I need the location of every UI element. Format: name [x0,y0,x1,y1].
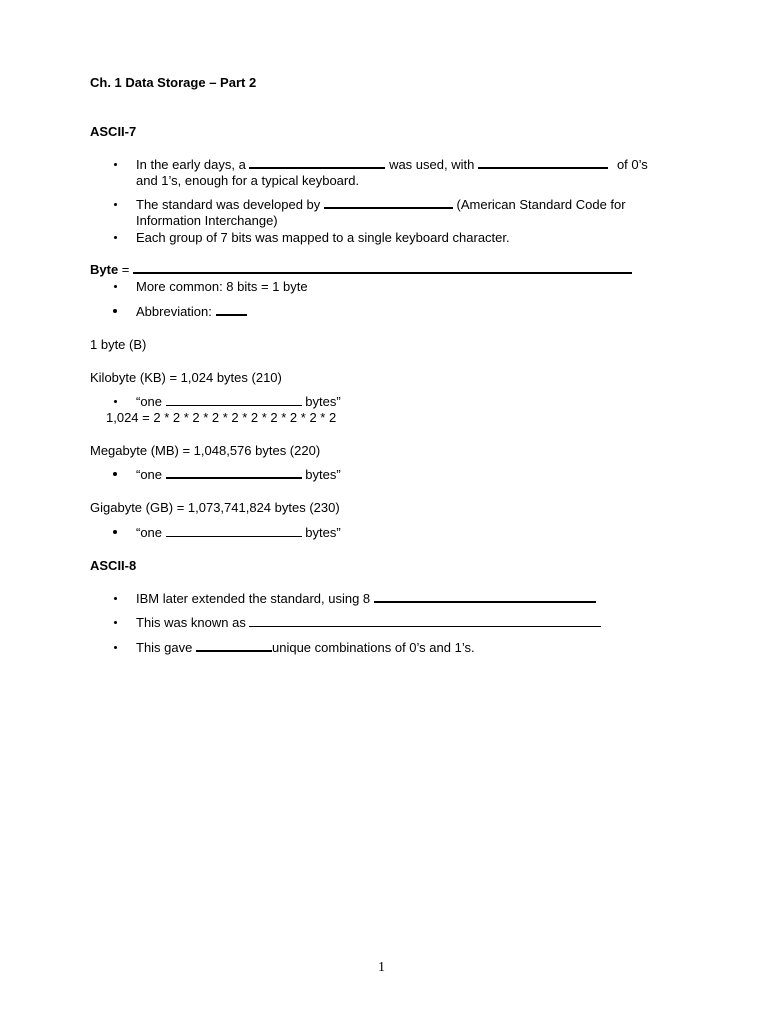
text-segment: “one [136,467,166,482]
fill-blank [324,197,453,209]
text-segment: (American Standard Code for [452,197,626,212]
list-item: Each group of 7 bits was mapped to a single keyboard character. [136,230,510,245]
fill-blank [166,526,302,537]
text-segment: = [118,262,134,277]
list-item [136,591,596,607]
unit-line: 1 byte (B) [90,337,147,352]
bullet-icon [113,530,117,534]
text-segment: “one [136,525,166,540]
term-label: Byte [90,262,119,277]
unit-line: Kilobyte (KB) = 1,024 bytes (210) [90,370,282,385]
page-number: 1 [378,960,385,975]
text-segment: unique combinations of 0’s and 1’s. [271,640,475,655]
bullet-icon [114,400,117,403]
text-segment: Abbreviation: [136,304,216,319]
text-segment: of 0’s [616,157,648,172]
list-item [136,615,601,631]
list-item-continued: Information Interchange) [136,213,278,228]
fill-blank [216,304,247,316]
list-item [136,640,475,656]
page-title: Ch. 1 Data Storage – Part 2 [90,75,257,90]
list-item-continued: and 1’s, enough for a typical keyboard. [136,173,360,188]
bullet-icon [114,597,117,600]
list-item: More common: 8 bits = 1 byte [136,279,308,294]
text-segment: IBM later extended the standard, using 8 [136,591,374,606]
fill-blank [133,262,632,274]
text-segment: was used, with [385,157,478,172]
list-item [136,467,341,483]
fill-blank [166,467,302,479]
section-heading-ascii8: ASCII-8 [90,558,137,573]
text-segment: “one [136,394,166,409]
fill-blank [166,395,302,406]
list-item [136,525,341,541]
list-item [136,304,247,320]
list-item [136,197,626,213]
fill-blank [249,616,601,627]
text-segment: The standard was developed by [136,197,324,212]
byte-definition [90,262,632,278]
text-segment: This gave [136,640,196,655]
bullet-icon [114,621,117,624]
fill-blank [374,591,596,603]
bullet-icon [114,236,117,239]
list-item [136,394,341,410]
bullet-icon [113,472,117,476]
math-line: 1,024 = 2 * 2 * 2 * 2 * 2 * 2 * 2 * 2 * 2 * 2 [106,410,337,425]
fill-blank [196,640,272,652]
bullet-icon [114,163,117,166]
bullet-icon [114,203,117,206]
text-segment: In the early days, a [136,157,250,172]
unit-line: Gigabyte (GB) = 1,073,741,824 bytes (230) [90,500,340,515]
bullet-icon [114,646,117,649]
fill-blank [478,157,608,169]
fill-blank [249,157,385,169]
list-item [136,157,648,173]
text-segment: bytes” [301,525,341,540]
text-segment: This was known as [136,615,250,630]
unit-line: Megabyte (MB) = 1,048,576 bytes (220) [90,443,321,458]
text-segment: bytes” [301,467,341,482]
bullet-icon [114,285,117,288]
bullet-icon [113,309,117,313]
section-heading-ascii7: ASCII-7 [90,124,137,139]
text-segment: bytes” [301,394,341,409]
